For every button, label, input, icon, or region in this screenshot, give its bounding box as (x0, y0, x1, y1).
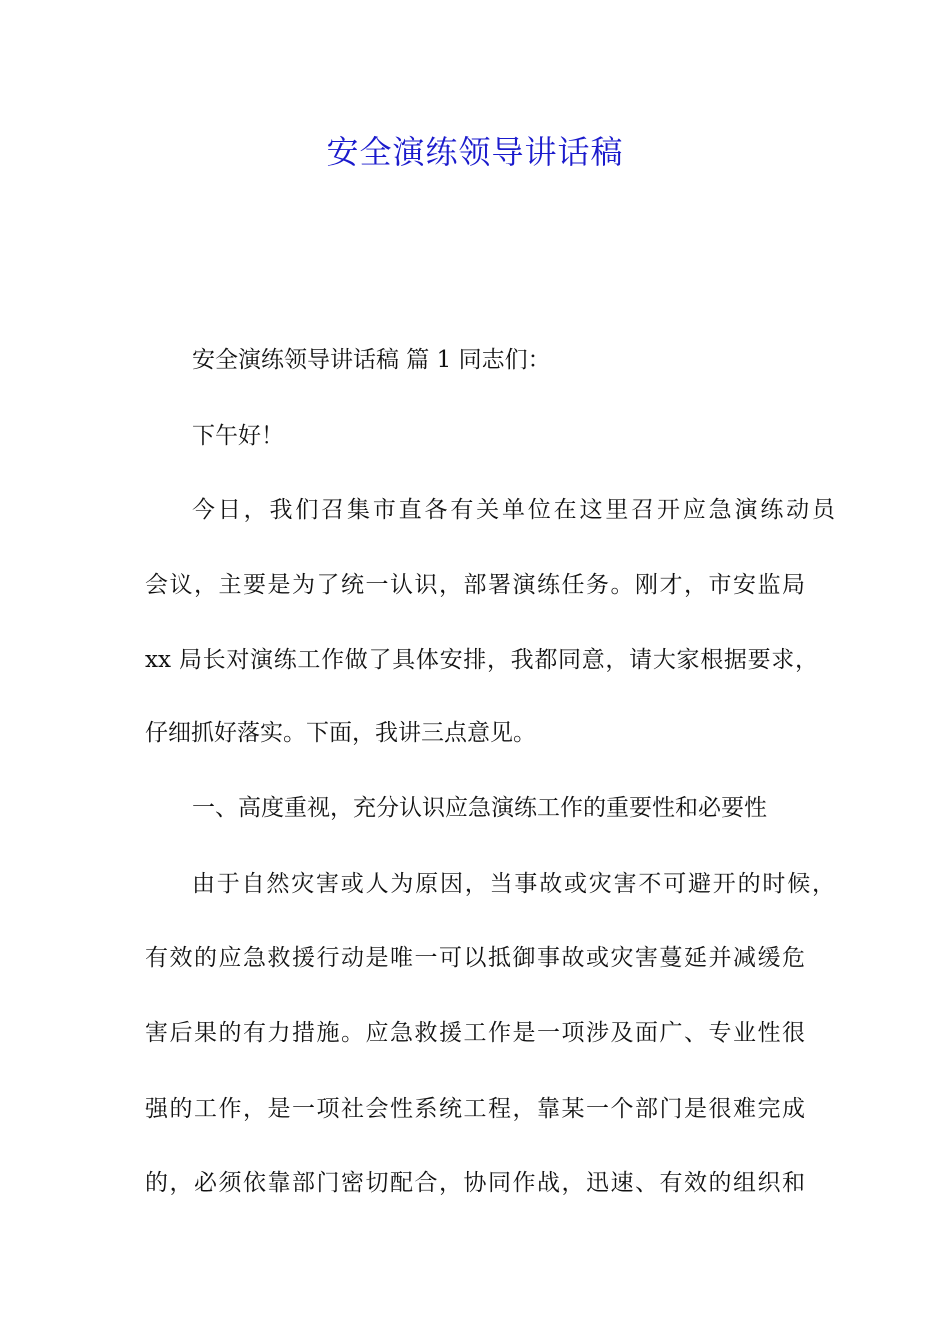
paragraph-line: 由于自然灾害或人为原因，当事故或灾害不可避开的时候， (192, 871, 835, 897)
paragraph-line: 今日，我们召集市直各有关单位在这里召开应急演练动员 (192, 497, 835, 523)
paragraph-line: xx 局长对演练工作做了具体安排，我都同意，请大家根据要求， (145, 647, 818, 673)
paragraph-line: 会议，主要是为了统一认识，部署演练任务。刚才，市安监局 (145, 572, 805, 598)
paragraph-line: 的，必须依靠部门密切配合，协同作战，迅速、有效的组织和 (145, 1170, 805, 1196)
paragraph-line: 安全演练领导讲话稿 篇 1 同志们： (192, 347, 551, 373)
document-title: 安全演练领导讲话稿 (326, 133, 624, 171)
paragraph-line: 有效的应急救援行动是唯一可以抵御事故或灾害蔓延并减缓危 (145, 945, 805, 971)
paragraph-line: 仔细抓好落实。下面，我讲三点意见。 (145, 720, 536, 746)
paragraph-line: 害后果的有力措施。应急救援工作是一项涉及面广、专业性很 (145, 1020, 805, 1046)
section-heading: 一、高度重视，充分认识应急演练工作的重要性和必要性 (192, 795, 767, 821)
paragraph-line: 下午好！ (192, 423, 284, 449)
paragraph-line: 强的工作，是一项社会性系统工程，靠某一个部门是很难完成 (145, 1096, 805, 1122)
